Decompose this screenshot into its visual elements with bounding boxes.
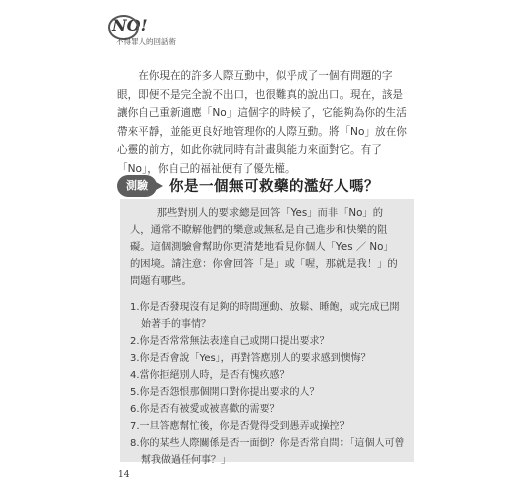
question-item: 2.你是否常常無法表達自己或開口提出要求？ — [130, 336, 330, 347]
quiz-intro-text: 那些對別人的要求總是回答「Yes」而非「No」的人，通常不瞭解他們的樂意或無私是自己進步和快樂的阻礙。這個測驗會幫助你更清楚地看見你個人「Yes ／ No」的困境。請注意：你會回答「是」或「喔，那就是我！」的問題有哪些。 — [130, 207, 398, 287]
book-logo — [106, 14, 216, 50]
intro-section — [117, 67, 413, 179]
quiz-intro — [130, 205, 400, 290]
page-number: 14 — [118, 470, 130, 480]
question-item: 4.當你拒絕別人時，是否有愧疚感？ — [130, 370, 290, 381]
question-item: 6.你是否有被愛或被喜歡的需要？ — [130, 404, 280, 415]
question-list — [130, 299, 406, 469]
question-item: 8.你的某些人際關係是否一面倒？你是否常自問：「這個人可曾幫我做過任何事？」 — [130, 438, 405, 466]
intro-paragraph: 在你現在的許多人際互動中，似乎成了一個有問題的字眼，即便不是完全說不出口，也很難真的說出口。現在，該是讓你自己重新適應「No」這個字的時候了，它能夠為你的生活帶來平靜，並能更良好地管理你的人際互動。將「No」放在你心靈的前方，如此你就同時有計畫與能力來面對它。有了「No」，你自己的福祉便有了優先權。 — [117, 70, 407, 175]
question-item: 5.你是否怨恨那個開口對你提出要求的人？ — [130, 387, 320, 398]
question-item: 3.你是否會說「Yes」，再對答應別人的要求感到懊悔？ — [130, 353, 371, 364]
question-item: 1.你是否發現沒有足夠的時間運動、放鬆、睡飽，或完成已開始著手的事情？ — [130, 302, 400, 330]
no-logo-mark: NO! — [112, 16, 148, 35]
quiz-title: 你是一個無可救藥的濫好人嗎？ — [169, 179, 379, 195]
quiz-box — [120, 199, 414, 466]
quiz-heading — [117, 175, 417, 201]
question-item: 7.一旦答應幫忙後，你是否覺得受到愚弄或操控？ — [130, 421, 350, 432]
book-title: 不得罪人的回話術 — [116, 37, 176, 46]
quiz-tag: 測驗 — [117, 175, 157, 197]
